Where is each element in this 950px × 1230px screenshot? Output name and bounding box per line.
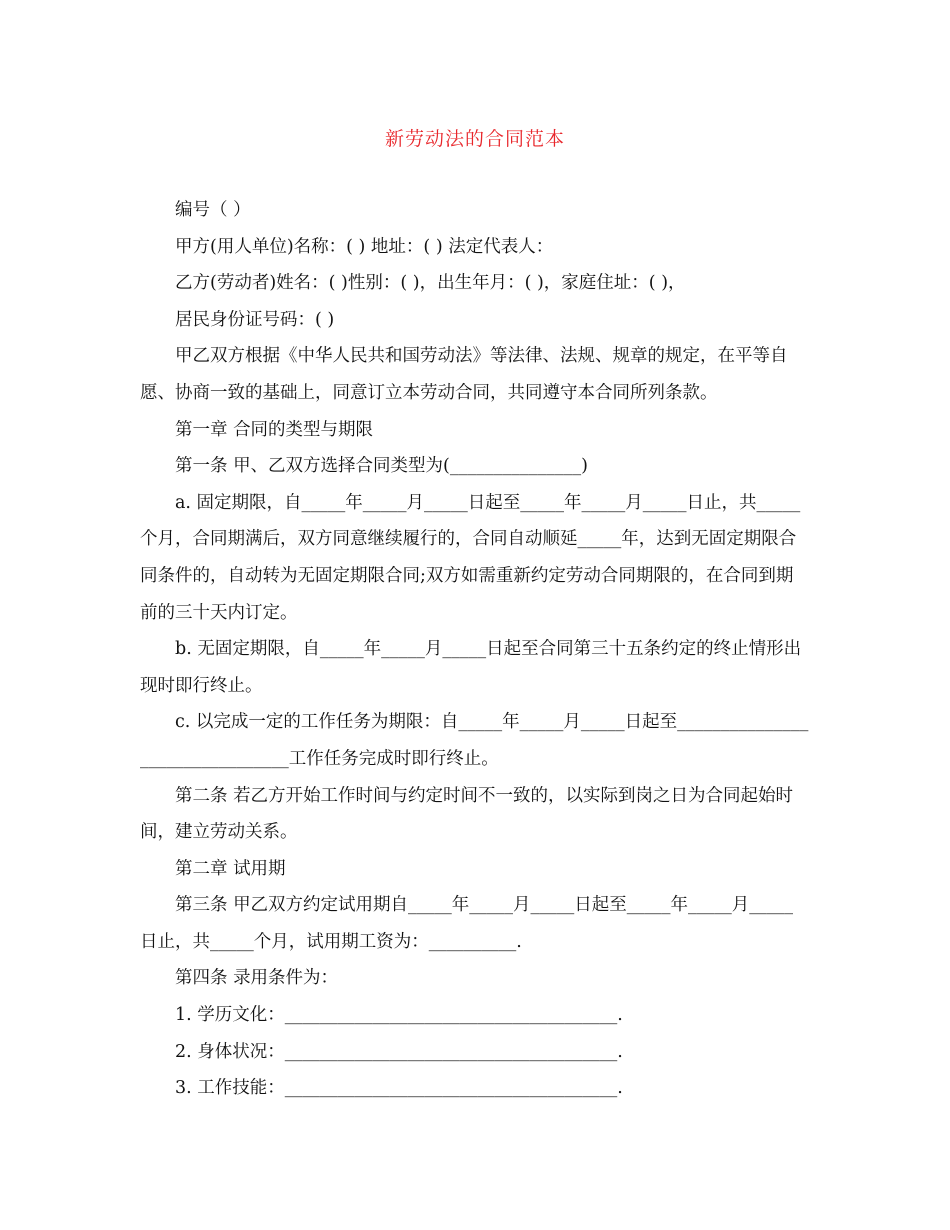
article-1-item-a: a. 固定期限，自_____年_____月_____日起至_____年_____月_____日止，共_____个月，合同期满后，双方同意继续履行的，合同自动顺延_____年，达到无固定期限合同条件的，自动转为无固定期限合同;双方如需重新约定劳动合同期限的，在合同到期前的三十天内订定。	[140, 492, 801, 623]
article-2: 第二条 若乙方开始工作时间与约定时间不一致的，以实际到岗之日为合同起始时间，建立劳动关系。	[140, 785, 794, 843]
condition-health: 2. 身体状况：______________________________________.	[175, 1041, 623, 1062]
document-title: 新劳动法的合同范本	[384, 128, 565, 150]
article-1-item-b: b. 无固定期限，自_____年_____月_____日起至合同第三十五条约定的终止情形出现时即行终止。	[140, 639, 802, 696]
chapter-1-heading: 第一章 合同的类型与期限	[175, 419, 374, 440]
id-number: 居民身份证号码：( )	[175, 309, 335, 330]
party-b-info: 乙方(劳动者)姓名：( )性别：( )，出生年月：( )，家庭住址：( )，	[175, 273, 686, 294]
preamble-paragraph: 甲乙双方根据《中华人民共和国劳动法》等法律、法规、规章的规定，在平等自愿、协商一致的基础上，同意订立本劳动合同，共同遵守本合同所列条款。	[140, 346, 788, 403]
chapter-2-heading: 第二章 试用期	[175, 858, 286, 879]
article-1: 第一条 甲、乙双方选择合同类型为(_______________)	[175, 456, 588, 477]
document-body	[140, 192, 810, 1107]
article-4: 第四条 录用条件为：	[175, 968, 339, 989]
condition-skills: 3. 工作技能：______________________________________.	[175, 1078, 623, 1099]
article-1-item-c: c. 以完成一定的工作任务为期限：自_____年_____月_____日起至________________________________工作任务完成时即行终止。	[140, 712, 809, 769]
article-3: 第三条 甲乙双方约定试用期自_____年_____月_____日起至_____年_____月_____日止，共_____个月，试用期工资为：__________.	[140, 895, 794, 952]
contract-number: 编号（ ）	[175, 200, 251, 220]
condition-education: 1. 学历文化：______________________________________.	[175, 1005, 623, 1026]
party-a-info: 甲方(用人单位)名称：( ) 地址：( ) 法定代表人：	[175, 236, 554, 257]
